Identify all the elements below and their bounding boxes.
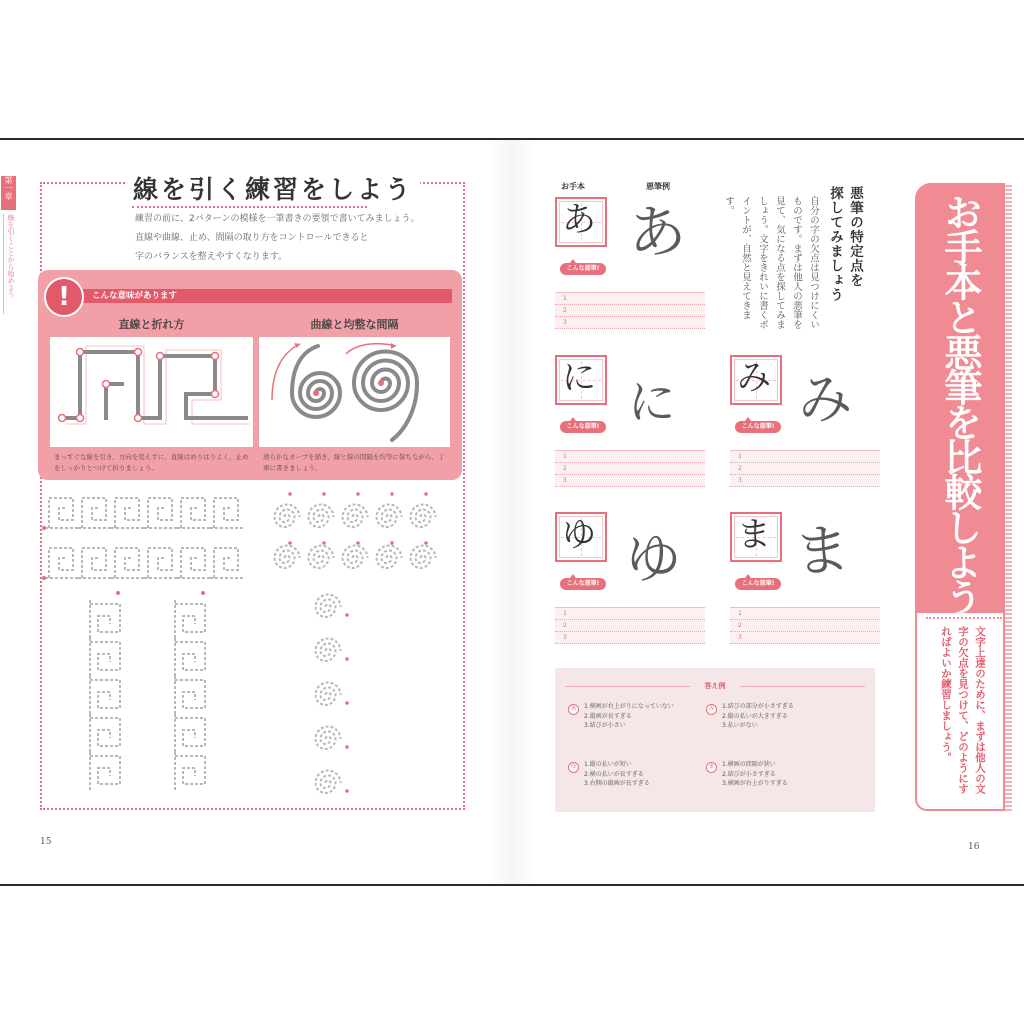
bad-example-bubble: こんな悪筆! [735,578,781,590]
answer-line-number: 2 [555,463,705,475]
straight-line-example [59,346,251,424]
exercise-mi [730,355,880,487]
panel-title-curve: 曲線と均整な間隔 [310,318,399,331]
model-character: ま [737,515,771,555]
page-number-right: 16 [968,842,980,852]
answer-item: 2.縦の払いが大きすぎる [722,712,788,720]
chapter-tab-label: 第一章 [4,176,13,200]
model-column-label: お手本 [561,182,585,191]
model-character: あ [562,200,596,240]
answer-title: 答え例 [690,680,740,692]
panel-caption-curve: 滑らかなカーブを描き、線と線の間隔を均等に保ちながら、丁寧に書きましょう。 [263,453,445,472]
answer-line-number: 3 [555,632,705,644]
answer-items [722,702,794,731]
answer-lines [730,450,880,487]
answer-items [584,760,650,789]
exercise-yu [555,512,705,644]
bad-example-bubble: こんな悪筆! [735,421,781,433]
answer-marker: あ [568,704,579,715]
bad-example-column-label: 悪筆例 [646,182,670,191]
answer-line-number: 3 [555,317,705,329]
intro-line: 字のバランスを整えやすくなります。 [135,252,288,262]
answer-marker: ゆ [568,762,579,773]
answer-item: 2.結びが小さすぎる [722,770,776,778]
answer-line-number: 2 [730,463,880,475]
answer-item: 1.縦の払いが短い [584,761,632,768]
answer-line-number: 1 [730,608,880,620]
answer-marker: ま [706,762,717,773]
answer-line-number: 3 [730,475,880,487]
answer-items [722,760,788,789]
answer-item: 3.結びが小さい [584,722,626,729]
page-number-left: 15 [40,837,52,847]
intro-line: 練習の前に、2パターンの模様を一筆書きの要領で書いてみましょう。 [135,214,420,224]
exclamation-icon: ! [44,277,84,317]
page-title: 線を引く練習をしよう [126,174,420,206]
answer-item: 2.横の払いが長すぎる [584,770,644,778]
exercise-a [555,197,705,329]
section-body: 自分の字の欠点は見つけにくいものです。まずは他人の悪筆を見て、気になる点を探してみましょう。文字をきれいに書くポイントが、自然と見えてきます。 [723,196,819,329]
intro-line: 直線や曲線、止め、間隔の取り方をコントロールできると [135,233,369,243]
answer-line-number: 3 [555,475,705,487]
answer-line-number: 1 [555,451,705,463]
answer-lines [555,450,705,487]
chapter-title: 線を引くことから始めよう [3,214,17,314]
model-character: み [737,358,771,398]
spiral-practice [275,505,436,793]
answer-item: 1.結びの部分が小さすぎる [722,703,794,710]
answer-marker: み [706,704,717,715]
curve-example [272,343,417,440]
banner-divider [926,617,1002,619]
exercise-ma [730,512,880,644]
bad-character: み [796,367,854,432]
bad-example-bubble: こんな悪筆! [560,263,606,275]
answer-line-number: 2 [730,620,880,632]
note-header: こんな意味があります [80,289,452,303]
bad-example-bubble: こんな悪筆! [560,578,606,590]
bad-character: あ [625,196,689,268]
answer-items [584,702,674,731]
answer-line-number: 2 [555,620,705,632]
section-heading-line: 探してみましょう [827,186,843,302]
answer-item: 2.縦画が長すぎる [584,712,632,720]
bad-character: ま [792,517,852,586]
model-character: ゆ [562,515,596,555]
banner-title: お手本と悪筆を比較しよう [938,192,982,613]
panel-caption-straight: まっすぐな線を引き、方向を変えずに、直線はめりはりよく、止めをしっかりとつけて折りましょう。 [54,453,249,472]
answer-item: 1.横画の間隔が狭い [722,761,776,768]
answer-item: 1.横画が右上がりになっていない [584,703,674,710]
bad-example-bubble: こんな悪筆! [560,421,606,433]
bad-character: ゆ [622,525,684,594]
answer-lines [555,292,705,329]
answer-lines [555,607,705,644]
answer-line-number: 2 [555,305,705,317]
banner-lead-text: 文字上達のために、まずは他人の文字の欠点を見つけて、どのようにすればよいか練習しましょう。 [940,626,986,794]
answer-line-number: 1 [555,293,705,305]
meander-practice [45,498,243,790]
model-character: に [562,358,596,398]
bad-character: に [626,373,678,433]
spiral-start-dots [288,492,428,793]
panel-title-straight: 直線と折れ方 [118,318,185,331]
answer-item: 3.横画が右上がりすぎる [722,780,788,787]
answer-line-number: 1 [555,608,705,620]
section-heading-line: 悪筆の特定点を [847,186,863,288]
answer-lines [730,607,880,644]
answer-item: 3.払いがない [722,722,758,729]
answer-line-number: 1 [730,451,880,463]
banner-edge-pattern [1005,183,1012,811]
exercise-ni [555,355,705,487]
answer-item: 3.右側の縦画が長すぎる [584,780,650,787]
answer-line-number: 3 [730,632,880,644]
